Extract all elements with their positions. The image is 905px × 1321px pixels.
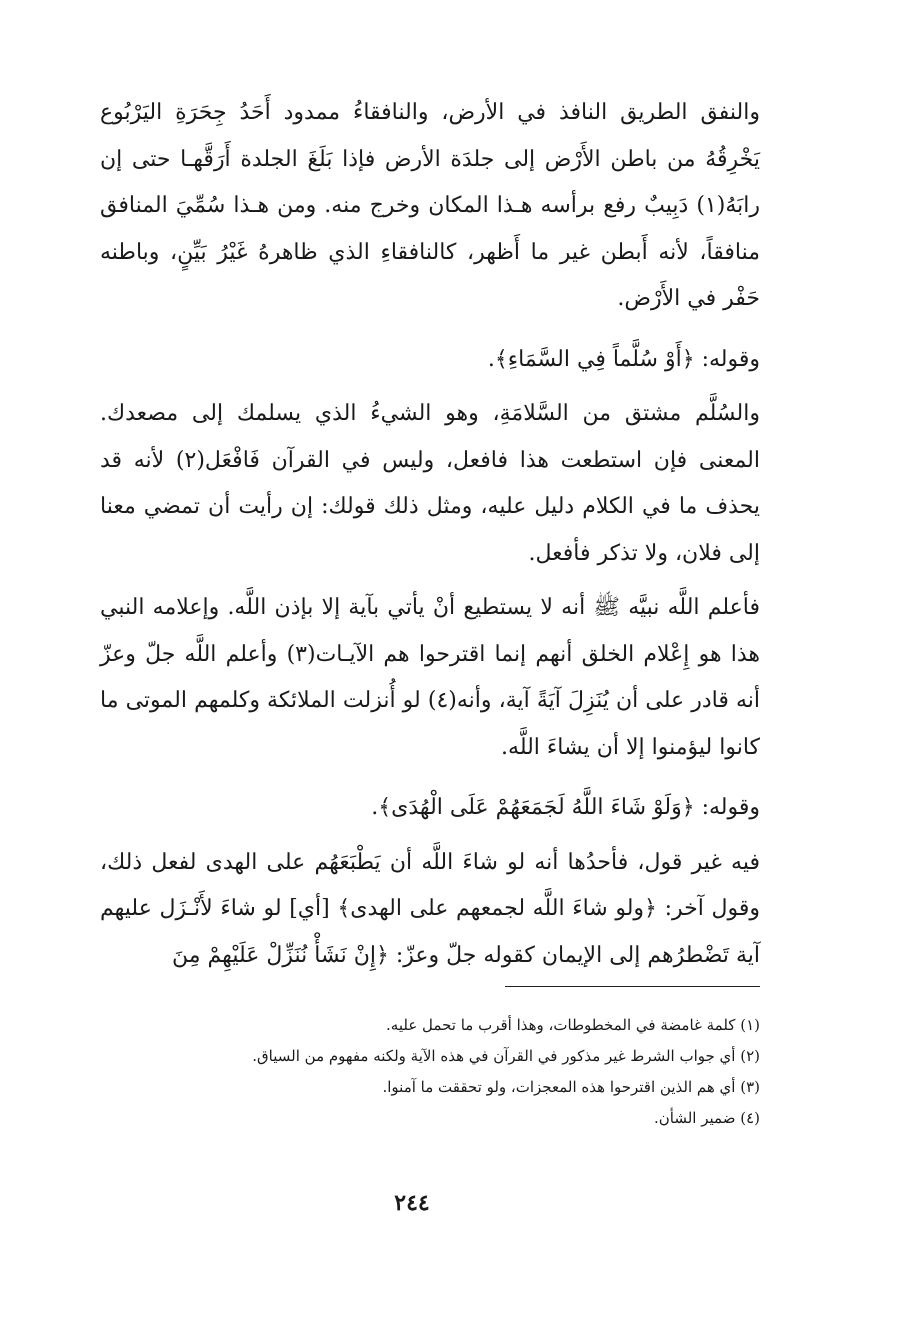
footnotes <box>200 1010 760 1134</box>
paragraph-nafaq: والنفق الطريق النافذ في الأرض، والنافقاءُ ممدود أَحَدُ جِحَرَةِ اليَرْبُوع يَخْرِقُهُ من باطن الأَرْض إلى جلدَة الأرض فإذا بَلَغَ الجلدة أَرَقَّهـا حتى إن رابَهُ(١) دَبِيبٌ رفع برأسه هـذا المكان وخرج منه. ومن هـذا سُمِّيَ المنافق منافقاً، لأنه أَبطن غير ما أَظهر، كالنافقاءِ الذي ظاهرهُ غَيْرُ بَيِّنٍ، وباطنه حَفْر في الأَرْض. <box>100 100 760 311</box>
footnote-2: (٢) أي جواب الشرط غير مذكور في القرآن في هذه الآية ولكنه مفهوم من السياق. <box>252 1047 760 1065</box>
verse-quote-sullam: وقوله: ﴿أَوْ سُلَّماً فِي السَّمَاءِ﴾. <box>487 346 760 372</box>
footnote-3: (٣) أي هم الذين اقترحوا هذه المعجزات، ولو تحققت ما آمنوا. <box>382 1078 760 1096</box>
footnote-1: (١) كلمة غامضة في المخطوطات، وهذا أقرب ما تحمل عليه. <box>386 1016 760 1034</box>
footnote-divider <box>505 986 760 987</box>
footnote-4: (٤) ضمير الشأن. <box>654 1109 760 1127</box>
page-number: ٢٤٤ <box>394 1190 430 1216</box>
main-text <box>100 90 760 979</box>
paragraph-huda: فيه غير قول، فأحدُها أنه لو شاءَ اللَّه أن يَطْبَعَهُم على الهدى لفعل ذلك، وقول آخر: ﴿ولو شاءَ اللَّه لجمعهم على الهدى﴾ [أي] لو شاءَ لأَنْـزَل عليهم آية تَضْطرُهم إلى الإيمان كقوله جلّ وعزّ: ﴿إِنْ نَشَأْ نُنَزِّلْ عَلَيْهِمْ مِنَ <box>100 849 760 968</box>
verse-quote-huda: وقوله: ﴿وَلَوْ شَاءَ اللَّهُ لَجَمَعَهُمْ عَلَى الْهُدَى﴾. <box>371 795 760 820</box>
paragraph-sullam: والسُلَّم مشتق من السَّلامَةِ، وهو الشيءُ الذي يسلمك إلى مصعدك. المعنى فإن استطعت هذا فافعل، وليس في القرآن فَافْعَل(٢) لأنه قد يحذف ما في الكلام دليل عليه، ومثل ذلك قولك: إن رأيت أن تمضي معنا إلى فلان، ولا تذكر فأفعل. <box>100 401 760 566</box>
paragraph-ilam: فأعلم اللَّه نبيَّه ﷺ أنه لا يستطيع أنْ يأتي بآية إلا بإذن اللَّه. وإعلامه النبي هذا هو إِعْلام الخلق أنهم إنما اقترحوا هم الآيـات(٣) وأعلم اللَّه جلّ وعزّ أنه قادر على أن يُنَزِلَ آيَةً آية، وأنه(٤) لو أُنزلت الملائكة وكلمهم الموتى ما كانوا ليؤمنوا إلا أن يشاءَ اللَّه. <box>100 595 761 760</box>
